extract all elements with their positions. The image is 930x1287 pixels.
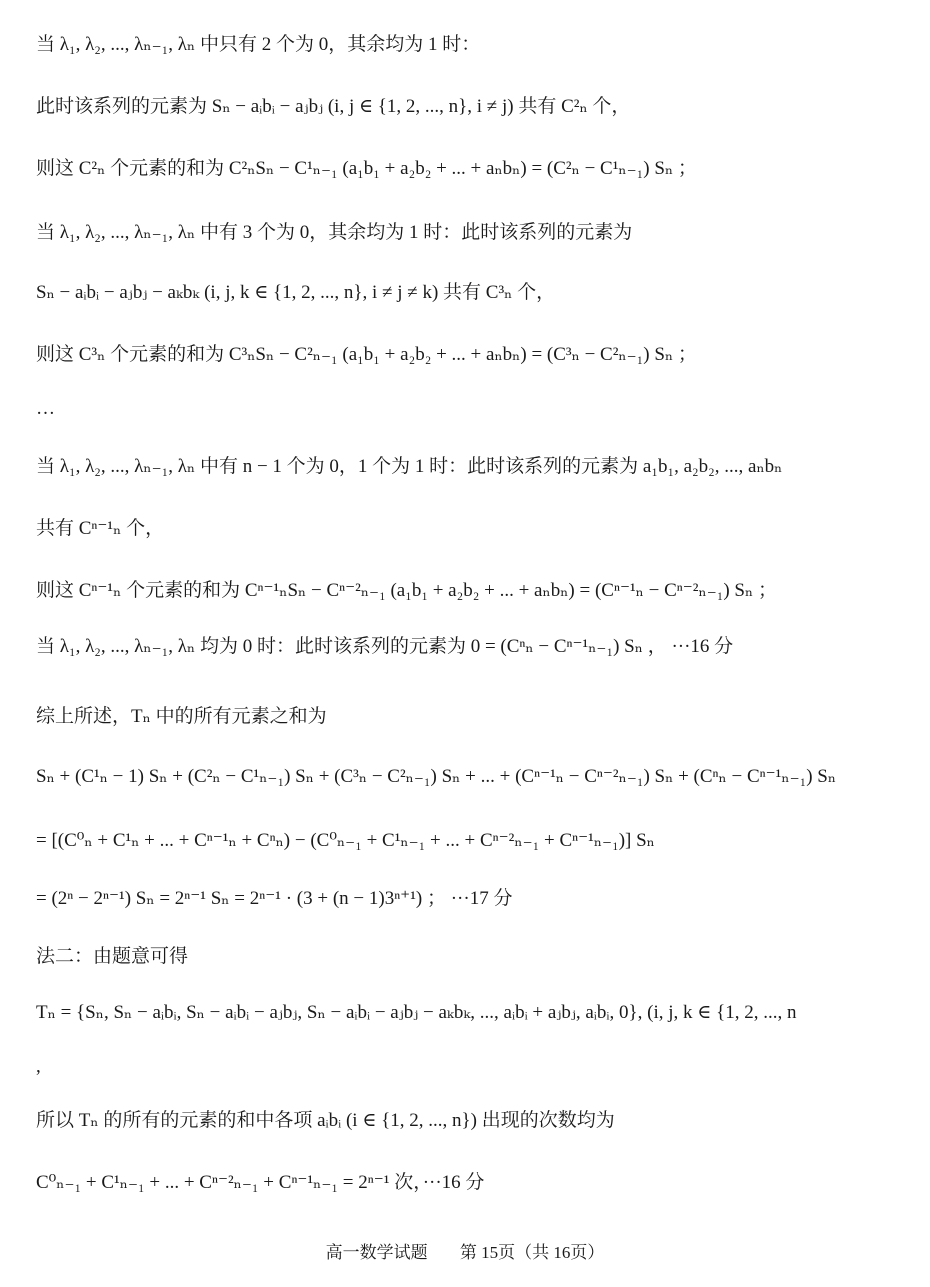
text-line-14: = [(C⁰ₙ + C¹ₙ + ... + Cⁿ⁻¹ₙ + Cⁿₙ) − (C⁰ₙ₋₁ + C¹ₙ₋₁ + ... + Cⁿ⁻²ₙ₋₁ + Cⁿ⁻¹ₙ₋₁)] Sₙ [36,830,655,851]
text-line-10: 则这 Cⁿ⁻¹ₙ 个元素的和为 Cⁿ⁻¹ₙSₙ − Cⁿ⁻²ₙ₋₁ (a₁b₁ + a₂b₂ + ... + aₙbₙ) = (Cⁿ⁻¹ₙ − Cⁿ⁻²ₙ₋₁) Sₙ ； [36,580,777,601]
text-line-3: 则这 C²ₙ 个元素的和为 C²ₙSₙ − C¹ₙ₋₁ (a₁b₁ + a₂b₂ + ... + aₙbₙ) = (C²ₙ − C¹ₙ₋₁) Sₙ ； [36,158,697,179]
text-line-11: 当 λ₁, λ₂, ..., λₙ₋₁, λₙ 均为 0 时：此时该系列的元素为 0 = (Cⁿₙ − Cⁿ⁻¹ₙ₋₁) Sₙ ， ···16 分 [36,636,734,657]
text-line-8: 当 λ₁, λ₂, ..., λₙ₋₁, λₙ 中有 n − 1 个为 0，1 个为 1 时：此时该系列的元素为 a₁b₁, a₂b₂, ..., aₙbₙ [36,456,783,477]
text-line-16: 法二：由题意可得 [36,946,189,967]
text-line-17: Tₙ = {Sₙ, Sₙ − aᵢbᵢ, Sₙ − aᵢbᵢ − aⱼbⱼ, Sₙ − aᵢbᵢ − aⱼbⱼ − aₖbₖ, ..., aᵢbᵢ + aⱼbⱼ, aᵢbᵢ, 0}, (i, j, k ∈ {1, 2, ..., n [36,1002,797,1023]
footer-page-number: 第 15页（共 16页） [459,1243,605,1262]
text-line-19: 所以 Tₙ 的所有的元素的和中各项 aᵢbᵢ (i ∈ {1, 2, ..., n}) 出现的次数均为 [36,1110,615,1131]
text-line-18: , [36,1056,41,1077]
footer-subject: 高一数学试题 [325,1243,428,1262]
page-footer [0,1238,930,1263]
text-line-9: 共有 Cⁿ⁻¹ₙ 个， [36,518,165,539]
text-line-4: 当 λ₁, λ₂, ..., λₙ₋₁, λₙ 中有 3 个为 0，其余均为 1 时：此时该系列的元素为 [36,222,633,243]
text-line-7: … [36,398,55,419]
text-line-1: 当 λ₁, λ₂, ..., λₙ₋₁, λₙ 中只有 2 个为 0，其余均为 1 时： [36,34,481,55]
text-line-13: Sₙ + (C¹ₙ − 1) Sₙ + (C²ₙ − C¹ₙ₋₁) Sₙ + (C³ₙ − C²ₙ₋₁) Sₙ + ... + (Cⁿ⁻¹ₙ − Cⁿ⁻²ₙ₋₁) Sₙ + (Cⁿₙ − Cⁿ⁻¹ₙ₋₁) Sₙ [36,766,837,787]
text-line-6: 则这 C³ₙ 个元素的和为 C³ₙSₙ − C²ₙ₋₁ (a₁b₁ + a₂b₂ + ... + aₙbₙ) = (C³ₙ − C²ₙ₋₁) Sₙ ； [36,344,697,365]
text-line-20: C⁰ₙ₋₁ + C¹ₙ₋₁ + ... + Cⁿ⁻²ₙ₋₁ + Cⁿ⁻¹ₙ₋₁ = 2ⁿ⁻¹ 次，···16 分 [36,1172,485,1193]
text-line-12: 综上所述，Tₙ 中的所有元素之和为 [36,706,327,727]
text-line-2: 此时该系列的元素为 Sₙ − aᵢbᵢ − aⱼbⱼ (i, j ∈ {1, 2, ..., n}, i ≠ j) 共有 C²ₙ 个， [36,96,631,117]
text-line-5: Sₙ − aᵢbᵢ − aⱼbⱼ − aₖbₖ (i, j, k ∈ {1, 2, ..., n}, i ≠ j ≠ k) 共有 C³ₙ 个， [36,282,556,303]
text-line-15: = (2ⁿ − 2ⁿ⁻¹) Sₙ = 2ⁿ⁻¹ Sₙ = 2ⁿ⁻¹ · (3 + (n − 1)3ⁿ⁺¹) ； ···17 分 [36,888,513,909]
